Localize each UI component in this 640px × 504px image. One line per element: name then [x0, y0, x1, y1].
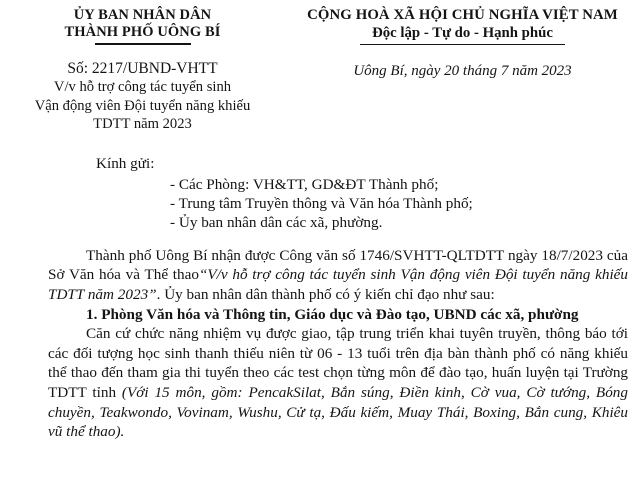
section-1-sports-list: (Với 15 môn, gồm: PencakSilat, Bắn súng, Điền kinh, Cờ vua, Cờ tướng, Bóng chuyền, Teakwondo, Vovinam, Wushu, Cử tạ, Đấu kiếm, Muay Thái, Boxing, Bắn cung, Khiêu vũ thể thao). [48, 383, 628, 441]
place-date-block [285, 59, 640, 134]
issuing-authority-line-2: THÀNH PHỐ UÔNG BÍ [64, 24, 221, 40]
document-subject-line-2: Vận động viên Đội tuyển năng khiếu [34, 97, 251, 114]
recipient-item: - Trung tâm Truyền thông và Văn hóa Thành phố; [170, 195, 473, 212]
document-header [0, 0, 640, 45]
issuing-authority-line-1: ỦY BAN NHÂN DÂN [73, 7, 212, 23]
section-1-heading [48, 305, 628, 325]
national-heading-block [285, 7, 640, 45]
recipients-list [96, 175, 640, 233]
national-motto-line: Độc lập - Tự do - Hạnh phúc [372, 25, 553, 41]
recipients-label: Kính gửi: [96, 154, 155, 172]
recipients-block [0, 154, 640, 233]
document-subject-line-1: V/v hỗ trợ công tác tuyển sinh [53, 79, 232, 96]
document-subject-line-3: TDTT năm 2023 [93, 116, 192, 133]
document-number: Số: 2217/UBND-VHTT [67, 60, 218, 78]
issuing-authority-block [0, 7, 285, 45]
motto-underline-rule [360, 44, 565, 46]
document-meta [0, 59, 640, 134]
section-1-heading-text: 1. Phòng Văn hóa và Thông tin, Giáo dục và Đào tạo, UBND các xã, phường [86, 305, 579, 323]
recipient-item: - Các Phòng: VH&TT, GD&ĐT Thành phố; [170, 175, 439, 193]
section-1-text: Căn cứ chức năng nhiệm vụ được giao, tập trung triển khai tuyên truyền, thông báo tới các đối tượng học sinh thanh thiếu niên từ 06 - 13 tuổi trên địa bàn thành phố có năng khiếu thể thao đến tham gia thi tuyển theo các test chọn từng môn để đào tạo, huấn luyện tại Trường TDTT tỉnh [48, 325, 628, 401]
national-name-line: CỘNG HOÀ XÃ HỘI CHỦ NGHĨA VIỆT NAM [307, 7, 618, 23]
intro-quoted-subject: “V/v hỗ trợ công tác tuyển sinh Vận động viên Đội tuyển năng khiếu TDTT năm 2023” [48, 266, 628, 303]
document-reference-block [0, 59, 285, 134]
intro-text-part-2: . Ủy ban nhân dân thành phố có ý kiến chỉ đạo như sau: [156, 286, 495, 303]
intro-text-part-1: Thành phố Uông Bí nhận được Công văn số 1746/SVHTT-QLTDTT ngày 18/7/2023 của Sở Văn hóa và Thể thao [48, 246, 628, 284]
intro-paragraph [48, 246, 628, 305]
place-and-date: Uông Bí, ngày 20 tháng 7 năm 2023 [353, 63, 572, 80]
issuer-underline-rule [95, 43, 191, 45]
recipient-item: - Ủy ban nhân dân các xã, phường. [170, 214, 383, 232]
section-1-paragraph [48, 324, 628, 442]
document-body [0, 246, 640, 442]
